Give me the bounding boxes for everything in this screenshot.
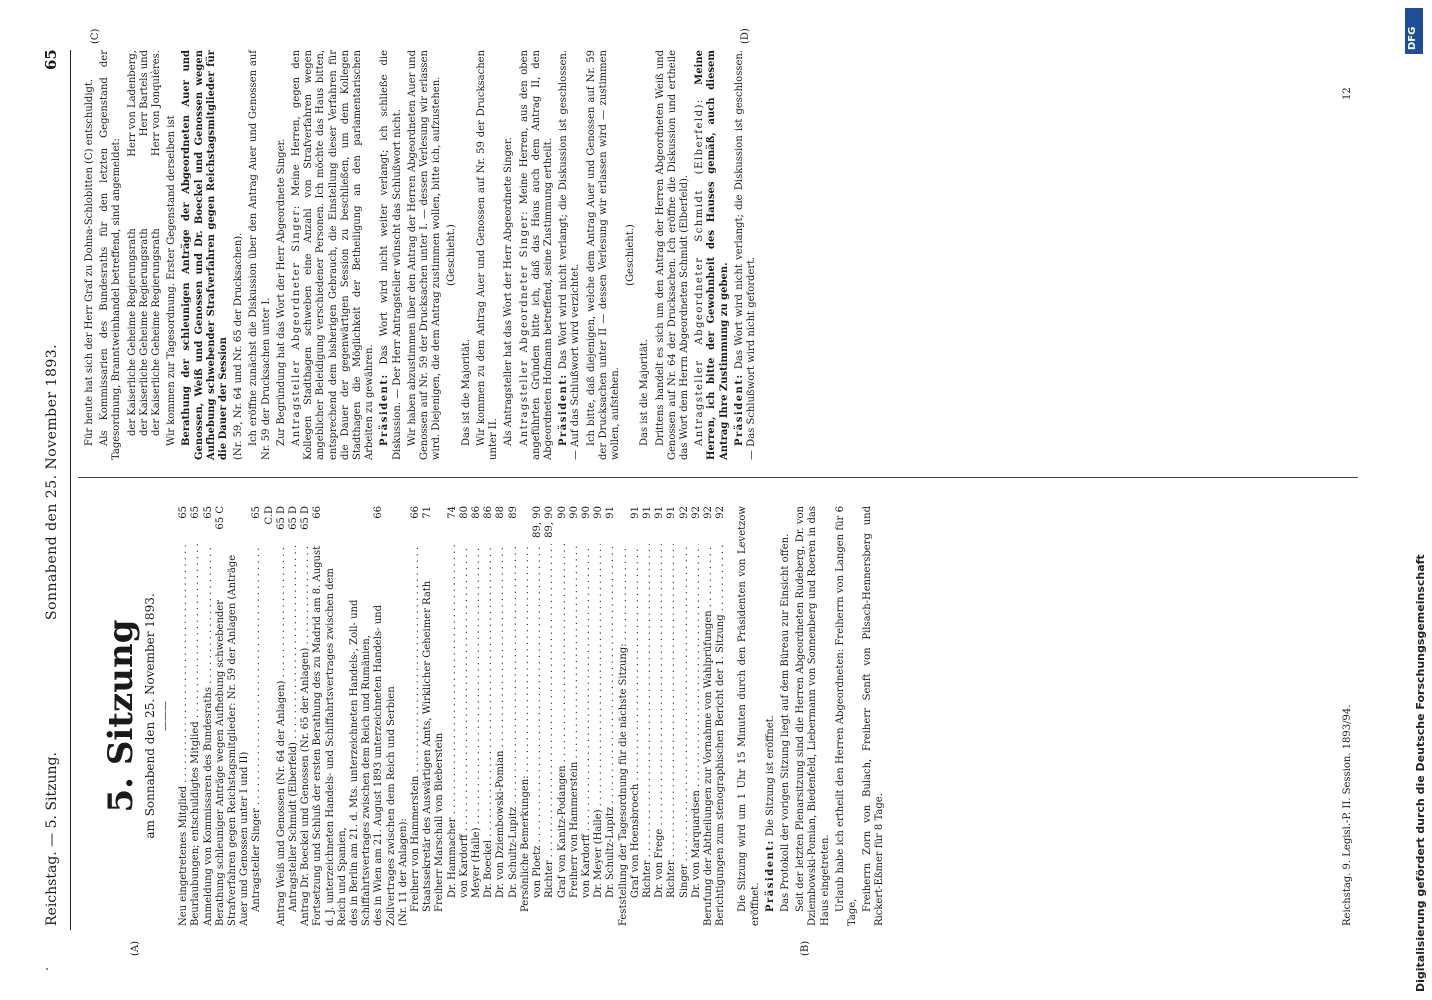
toc-entry	[459, 506, 471, 926]
header-left: Reichstag. — 5. Sitzung.	[44, 752, 60, 926]
schmidt-speech	[694, 50, 731, 460]
toc-entry-text: von Kardorff . . .	[581, 544, 593, 926]
body-paragraph: Zur Begründung hat das Wort der Herr Abgeordnete Singer.	[275, 138, 287, 446]
toc-entry	[715, 506, 727, 926]
toc-entry	[642, 506, 654, 926]
speaker-label: Präsident:	[764, 839, 776, 912]
toc-entry-page: 92	[715, 506, 727, 519]
toc-entry	[508, 506, 520, 926]
toc-entry	[422, 506, 446, 926]
toc-entry-text: Persönliche Bemerkungen: . . .	[520, 544, 532, 926]
stage-direction: (Geschieht.)	[446, 224, 458, 286]
toc-entry	[544, 506, 556, 926]
toc-entry-text: Dr. von Marquardsen . . .	[691, 544, 703, 926]
title-separator: ———	[160, 701, 171, 731]
left-column	[84, 506, 890, 926]
speech-text: Meine Herren, gegen den Kollegen Stadthagen schweben eine Anzahl von Strafverfahren wegen angeblicher Beleidigung verschiedener Personen. Ich möchte das Haus bitten, entsprechend dem bisherigen Gebrauch, die Einstellung dieser Verfahren für die Dauer der gegenwärtigen Session zu beschließen, um dem Kollegen Stadthagen die Möglichkeit der Betheiligung an den parlamentarischen Arbeiten zu gewähren.	[291, 49, 376, 460]
body-paragraph: Für heute hat sich der Herr Graf zu Dohna-Schlobitten (C) entschuldigt.	[84, 78, 95, 446]
speech-text: Meine Herren, aus den oben angeführten Gründen bitte ich, daß das Haus auch dem Antrag II, den Abgeordneten Hofmann betreffend, seine Zustimmung ertheilt.	[518, 50, 554, 460]
body-paragraph: Drittens handelt es sich um den Antrag der Herren Abgeordneten Weiß und Genossen auf Nr. 64 der Drucksachen. Ich eröffne die Diskussion und ertheile das Wort dem Herrn Abgeordneten Schmidt (Elberfeld).	[654, 50, 690, 460]
body-paragraph: Seit der letzten Plenarsitzung sind die Herren Abgeordneten Rudeberg, Dr. von Dziembowski-Pomian, Biedenfeld, Liebermann von Sonnenberg und Roeren in das Haus eingetreten.	[795, 506, 831, 926]
signature-mark: 12	[1342, 87, 1353, 100]
toc-entry	[312, 506, 349, 926]
toc-entry-text: Dr. von Frege . . .	[654, 544, 666, 926]
toc-entry-page: 65	[202, 506, 214, 519]
commissioner-title: der Kaiserliche Geheime Regierungsrath	[126, 228, 138, 436]
toc-entry-page: 65 C.D	[251, 506, 275, 525]
toc-entry-text: Richter . . .	[666, 544, 678, 926]
toc-entry	[593, 506, 605, 926]
toc-entry-page: 90	[580, 506, 592, 519]
president-speech	[558, 50, 582, 460]
toc-entry-text: Graf von Kanitz-Podangen . . .	[557, 544, 569, 926]
body-paragraph: Urlaub habe ich ertheilt den Herren Abgeordneten: Freiherrn von Langen für 6 Tage,	[834, 506, 858, 926]
toc-entry-page: 92	[690, 506, 702, 519]
toc-entry-text: Richter . . .	[642, 544, 654, 926]
toc-entry	[410, 506, 422, 926]
speaker-label: Präsident:	[379, 373, 391, 446]
header-rule	[70, 50, 71, 930]
toc-entry-text: Anmeldung von Kommissaren des Bundesraths . . .	[203, 544, 215, 926]
body-paragraph: Als Antragsteller hat das Wort der Herr Abgeordnete Singer.	[503, 137, 515, 446]
toc-entry-page: 91	[629, 506, 641, 519]
speaker-label: Präsident:	[733, 373, 745, 446]
toc-entry	[251, 506, 275, 926]
toc-entry-text: Dr. Hammacher . . .	[447, 544, 459, 926]
toc-entry-page: 92	[678, 506, 690, 519]
result-paragraph: Das ist die Majorität.	[460, 339, 472, 446]
commissioner-name: Herr Bartels und	[138, 50, 150, 137]
toc-entry-text: Beurlaubungen; entschuldigtes Mitglied . . .	[190, 544, 202, 926]
toc-entry-page	[520, 506, 532, 544]
motion-reference: (Nr. 59, Nr. 64 und Nr. 65 der Drucksachen).	[233, 232, 245, 460]
toc-entry-text: Freiherr von Hammerstein . . .	[569, 544, 581, 926]
toc-entry-page: 86	[483, 506, 495, 519]
speaker-label: Antragsteller Abgeordneter Singer:	[518, 209, 530, 446]
toc-entry-page	[398, 506, 410, 544]
toc-entry-page	[349, 506, 373, 544]
toc-entry-page: 91	[641, 506, 653, 519]
toc-entry	[495, 506, 507, 926]
toc-entry-page: 89	[507, 506, 519, 519]
toc-entry	[398, 506, 410, 926]
toc-entry	[349, 506, 373, 926]
toc-entry-page: 65 D	[300, 506, 312, 530]
toc-entry	[520, 506, 532, 926]
toc-entry-text: Dr. Schultz-Lupitz . . .	[605, 544, 617, 926]
toc-entry	[703, 506, 715, 926]
toc-entry	[532, 506, 544, 926]
result-paragraph: Das ist die Majorität.	[639, 339, 651, 446]
toc-entry	[679, 506, 691, 926]
page-number: 65	[42, 49, 60, 70]
stage-direction: (Geschieht.)	[625, 224, 637, 286]
speaker-label: Antragsteller Abgeordneter Schmidt (Elberfeld):	[694, 98, 706, 446]
toc-entry-text: Richter . . .	[544, 544, 556, 926]
session-title: 5. Sitzung	[101, 619, 141, 813]
commissioner-list	[127, 50, 164, 436]
margin-mark-c: (C)	[90, 28, 101, 44]
president-speech	[379, 50, 403, 460]
toc-entry-text: des in Wien am 21. August 1893 unterzeichneten Handels- und Zollvertrages zwischen dem Reich und Serbien	[373, 604, 397, 926]
commissioner-entry	[139, 50, 151, 436]
toc-entry	[581, 506, 593, 926]
toc-entry-text: Berathung schleuniger Anträge wegen Aufhebung schwebender Strafverfahren gegen Reichstagsmitglieder: Nr. 59 der Anlagen (Anträge Auer und Genossen unter I und II)	[214, 554, 251, 926]
toc-entry-page: 92	[702, 506, 714, 519]
dfg-watermark	[1404, 0, 1426, 1000]
dfg-logo-text: DFG	[1407, 26, 1418, 50]
singer-speech	[291, 50, 376, 460]
toc-entry	[276, 506, 288, 926]
toc-entry	[557, 506, 569, 926]
commissioner-entry	[127, 50, 139, 436]
margin-mark-b: (B)	[800, 940, 811, 956]
dfg-logo	[1405, 8, 1423, 54]
toc-entry-page: 66	[410, 506, 422, 519]
column-divider	[78, 477, 1358, 478]
body-paragraph: Freiherrn Zorn von Bulach, Freiherr Senft von Pilsach-Hennersberg und Rickert-Eßmer für 8 Tage.	[862, 506, 886, 926]
toc-entry-text: Berichtigungen zum stenographischen Bericht der 1. Sitzung . . .	[715, 544, 727, 926]
table-of-contents	[178, 506, 727, 926]
toc-entry	[215, 506, 252, 926]
toc-entry	[471, 506, 483, 926]
margin-mark-a: (A)	[130, 940, 141, 956]
speaker-label: Antragsteller Abgeordneter Singer:	[291, 204, 303, 446]
toc-entry-text: Dr. Meyer (Halle) . . .	[593, 544, 605, 926]
commissioner-name: Herr von Ladenberg,	[126, 50, 138, 157]
speech-text: Das Wort wird nicht verlangt; die Diskussion ist geschlossen. — Das Schlußwort wird nicht gefordert.	[733, 49, 757, 460]
commissioner-name: Herr von Jonquières.	[151, 50, 163, 157]
toc-entry	[288, 506, 300, 926]
toc-entry-page: 65 D	[288, 506, 300, 530]
session-date: am Sonnabend den 25. November 1893.	[143, 593, 157, 839]
dfg-watermark-text: Digitalisierung gefördert durch die Deutsche Forschungsgemeinschaft	[1414, 554, 1427, 992]
running-header	[42, 0, 66, 1000]
toc-entry-text: Antrag Dr. Boeckel und Genossen (Nr. 65 der Anlagen) . . .	[300, 544, 312, 926]
toc-entry-text: Dr. von Dziembowski-Pomian . . .	[495, 544, 507, 926]
toc-entry-page: 86	[471, 506, 483, 519]
header-date: Sonnabend den 25. November 1893.	[44, 343, 60, 620]
toc-entry-page: 74	[446, 506, 458, 519]
speech-text: Das Wort wird nicht verlangt; die Diskussion ist geschlossen. — Auf das Schlußwort wird verzichtet.	[558, 49, 582, 460]
toc-entry	[691, 506, 703, 926]
right-column	[84, 50, 761, 460]
toc-entry-text: Dr. Schultz-Lupitz . . .	[508, 544, 520, 926]
toc-entry	[190, 506, 202, 926]
toc-entry-page: 66	[312, 506, 324, 519]
toc-entry-text: Berufung der Abtheilungen zur Vornahme von Wahlprüfungen . . .	[703, 544, 715, 926]
toc-entry	[178, 506, 190, 926]
commissioner-title: der Kaiserliche Geheime Regierungsrath	[151, 228, 163, 436]
toc-entry-page	[618, 506, 630, 544]
toc-entry-page: 89, 90	[532, 506, 544, 538]
toc-entry-text: Graf von Hoensbroech . . .	[630, 544, 642, 926]
margin-mark-d: (D)	[740, 28, 751, 44]
body-paragraph: Als Kommissarien des Bundesraths für den letzten Gegenstand der Tagesordnung, Branntweinhandel betreffend, sind angemeldet:	[99, 50, 123, 460]
toc-entry	[605, 506, 617, 926]
toc-entry-page: 80	[458, 506, 470, 519]
vote-paragraph: Ich bitte, daß diejenigen, welche dem Antrag Auer und Genossen auf Nr. 59 der Drucksachen unter II — dessen Verlesung wir erlassen wird — zustimmen wollen, aufstehen.	[585, 50, 621, 460]
toc-entry-text: Antrag Weiß und Genossen (Nr. 64 der Anlagen) . . .	[276, 544, 288, 926]
toc-entry-page: 65 D	[275, 506, 287, 530]
toc-entry-text: von Ploetz . . .	[532, 544, 544, 926]
toc-entry-text: Dr. Boeckel . . .	[483, 544, 495, 926]
commissioner-entry	[151, 50, 163, 436]
body-paragraph: Das Protokoll der vorigen Sitzung liegt auf dem Büreau zur Einsicht offen.	[779, 533, 791, 912]
toc-entry-text: von Kardorff . . .	[459, 544, 471, 926]
toc-entry	[300, 506, 312, 926]
toc-entry-page: 91	[666, 506, 678, 519]
toc-entry	[654, 506, 666, 926]
toc-entry-page: 89, 90	[544, 506, 556, 538]
toc-entry-text: Antragsteller Schmidt (Elberfeld) . . .	[288, 544, 300, 926]
toc-entry	[630, 506, 642, 926]
page-footer: Reichstag. 9. Legisl.-P. II. Session. 1893/94.	[1342, 704, 1353, 926]
toc-entry-text: Neu eingetretenes Mitglied . . .	[178, 544, 190, 926]
toc-entry-text: Fortsetzung und Schluß der ersten Berathung des zu Madrid am 8. August d. J. unterzeichneten Handels- und Schiffahrtsvertrages zwischen dem Reich und Spanien,	[312, 545, 348, 926]
president-speech	[734, 50, 758, 460]
speech-text: Die Sitzung ist eröffnet.	[764, 715, 776, 837]
speech-text: Das Wort wird nicht weiter verlangt; ich schließe die Diskussion. — Der Herr Antragsteller wünscht das Schlußwort nicht.	[379, 50, 403, 460]
toc-entry-page: 91	[605, 506, 617, 519]
toc-entry-page: 91	[654, 506, 666, 519]
commissioner-title: der Kaiserliche Geheime Regierungsrath	[138, 228, 150, 436]
toc-entry-text: Meyer (Halle) . . .	[471, 544, 483, 926]
toc-entry-text: Singer . . .	[679, 544, 691, 926]
toc-entry	[666, 506, 678, 926]
toc-entry-page: 71	[422, 506, 434, 519]
toc-entry-page: 65	[190, 506, 202, 519]
toc-entry-text: Antragsteller Singer . . .	[251, 544, 275, 926]
toc-entry-text: Staatssekretär des Auswärtigen Amts, Wirklicher Geheimer Rath Freiherr Marschall von Bieberstein	[422, 580, 446, 912]
toc-entry-page: 88	[495, 506, 507, 519]
motion-heading: Berathung der schleunigen Anträge der Abgeordneten Auer und Genossen, Weiß und Genossen und Dr. Boeckel und Genossen wegen Aufhebung schwebender Strafverfahren gegen Reichstagsmitglieder für die Dauer der Session	[181, 50, 230, 460]
body-paragraph: Wir kommen zu dem Antrag Auer und Genossen auf Nr. 59 der Drucksachen unter II.	[475, 50, 500, 460]
toc-entry-page: 66	[373, 506, 385, 519]
speaker-label: Präsident:	[558, 373, 570, 446]
toc-entry-page: 65 C	[214, 506, 226, 530]
toc-entry-page: 65	[178, 506, 190, 519]
toc-entry-page: 90	[556, 506, 568, 519]
opening-paragraph: Die Sitzung wird um 1 Uhr 15 Minuten durch den Präsidenten von Levetzow eröffnet.	[737, 506, 761, 926]
singer-speech	[519, 50, 556, 460]
toc-entry	[483, 506, 495, 926]
toc-entry-text: Freiherr von Hammerstein . . .	[410, 544, 422, 926]
toc-entry	[618, 506, 630, 926]
toc-entry	[447, 506, 459, 926]
toc-entry-text: (Nr. 11 der Anlagen):	[397, 818, 409, 926]
scan-speck	[46, 968, 48, 970]
agenda-intro: Wir kommen zur Tagesordnung. Erster Gegenstand derselben ist	[166, 115, 178, 446]
body-paragraph: Ich eröffne zunächst die Diskussion über den Antrag Auer und Genossen auf Nr. 59 der Drucksachen unter I.	[248, 50, 272, 460]
toc-entry-text: des in Berlin am 21. d. Mts. unterzeichneten Handels-, Zoll- und Schiffahrtsvertrages zwischen dem Reich und Rumänien,	[349, 599, 373, 926]
toc-entry-text: Feststellung der Tagesordnung für die nächste Sitzung: . . .	[618, 544, 630, 926]
vote-paragraph: Wir haben abzustimmen über den Antrag der Herren Abgeordneten Auer und Genossen auf Nr. 59 der Drucksachen unter I. — dessen Verlesung wir erlassen wird. Diejenigen, die dem Antrag zustimmen wollen, bitte ich, aufzustehen.	[406, 50, 443, 460]
toc-entry-page: 90	[568, 506, 580, 519]
speech-text: Meine Herren, ich bitte der Gewohnheit des Hauses gemäß, auch diesem Antrag Ihre Zustimmung zu geben.	[694, 50, 730, 460]
toc-entry	[373, 506, 397, 926]
toc-entry	[569, 506, 581, 926]
president-opening	[765, 506, 777, 926]
toc-entry	[203, 506, 215, 926]
toc-entry-page: 90	[593, 506, 605, 519]
